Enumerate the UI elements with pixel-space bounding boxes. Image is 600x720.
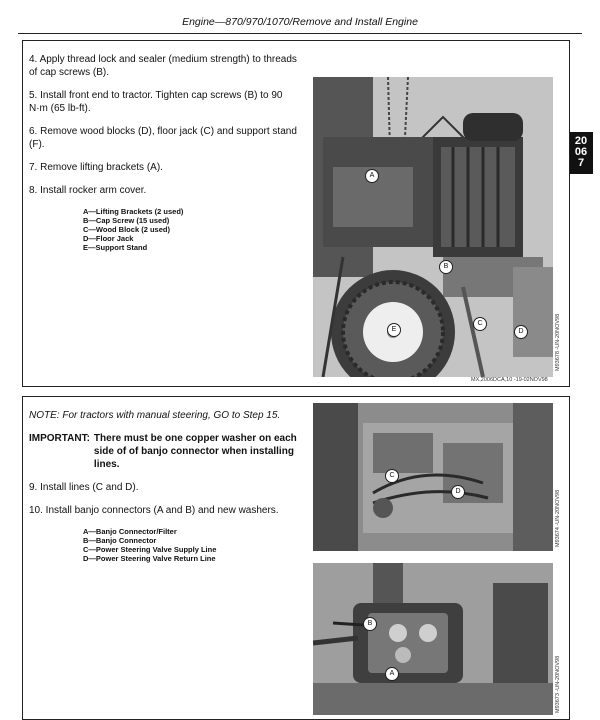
procedure-section-2 bbox=[22, 396, 570, 720]
callout-d: D bbox=[451, 485, 465, 499]
important-text: There must be one copper washer on each side of of banjo connector when installing lines. bbox=[93, 433, 297, 470]
manual-steering-note: NOTE: For tractors with manual steering, GO to Step 15. bbox=[29, 410, 281, 421]
photo-side-code-2: M93674 -UN-20NOV98 bbox=[555, 489, 561, 547]
section1-legend bbox=[83, 207, 299, 252]
step-7: 7. Remove lifting brackets (A). bbox=[29, 162, 163, 173]
callout-d: D bbox=[514, 325, 528, 339]
legend-item-b: B—Banjo Connector bbox=[83, 536, 157, 545]
callout-a: A bbox=[365, 169, 379, 183]
header-rule bbox=[18, 33, 582, 34]
steering-lines-photo bbox=[313, 403, 553, 551]
legend-item-b: B—Cap Screw (15 used) bbox=[83, 216, 170, 225]
engine-install-photo bbox=[313, 77, 553, 377]
legend-item-d: D—Floor Jack bbox=[83, 234, 134, 243]
legend-item-e: E—Support Stand bbox=[83, 243, 148, 252]
photo-side-code-3: M93673 -UN-20NOV98 bbox=[555, 655, 561, 713]
step-4: 4. Apply thread lock and sealer (medium strength) to threads of cap screws (B). bbox=[29, 54, 297, 78]
legend-item-a: A—Banjo Connector/Filter bbox=[83, 527, 177, 536]
step-5: 5. Install front end to tractor. Tighten cap screws (B) to 90 N·m (65 lb-ft). bbox=[29, 90, 283, 114]
section2-text bbox=[29, 409, 299, 563]
section2-legend bbox=[83, 527, 299, 563]
banjo-connector-illustration bbox=[313, 563, 553, 715]
important-label: IMPORTANT: bbox=[29, 433, 90, 444]
step-9: 9. Install lines (C and D). bbox=[29, 482, 139, 493]
procedure-section-1 bbox=[22, 40, 570, 387]
callout-c: C bbox=[473, 317, 487, 331]
section1-caption: MX,2006DCA,10 -19-02NOV98 bbox=[471, 377, 548, 383]
callout-b: B bbox=[363, 617, 377, 631]
section-tab-line2: 06 bbox=[574, 146, 588, 158]
steering-lines-illustration bbox=[313, 403, 553, 551]
legend-item-d: D—Power Steering Valve Return Line bbox=[83, 554, 216, 563]
banjo-connector-photo bbox=[313, 563, 553, 715]
photo-side-code-1: M93678 -UN-20NOV98 bbox=[555, 313, 561, 371]
legend-item-a: A—Lifting Brackets (2 used) bbox=[83, 207, 184, 216]
legend-item-c: C—Wood Block (2 used) bbox=[83, 225, 170, 234]
callout-c: C bbox=[385, 469, 399, 483]
step-6: 6. Remove wood blocks (D), floor jack (C) and support stand (F). bbox=[29, 126, 297, 150]
page-header-title: Engine—870/970/1070/Remove and Install Engine bbox=[182, 16, 418, 28]
callout-b: B bbox=[439, 260, 453, 274]
section-tab-line1: 20 bbox=[574, 135, 588, 147]
legend-item-c: C—Power Steering Valve Supply Line bbox=[83, 545, 217, 554]
step-8: 8. Install rocker arm cover. bbox=[29, 185, 147, 196]
callout-a: A bbox=[385, 667, 399, 681]
important-notice bbox=[29, 432, 299, 471]
section-tab-line3: 7 bbox=[577, 157, 585, 169]
step-10: 10. Install banjo connectors (A and B) and new washers. bbox=[29, 505, 279, 516]
section-tab bbox=[569, 132, 593, 174]
section1-text bbox=[29, 53, 299, 252]
callout-e: E bbox=[387, 323, 401, 337]
